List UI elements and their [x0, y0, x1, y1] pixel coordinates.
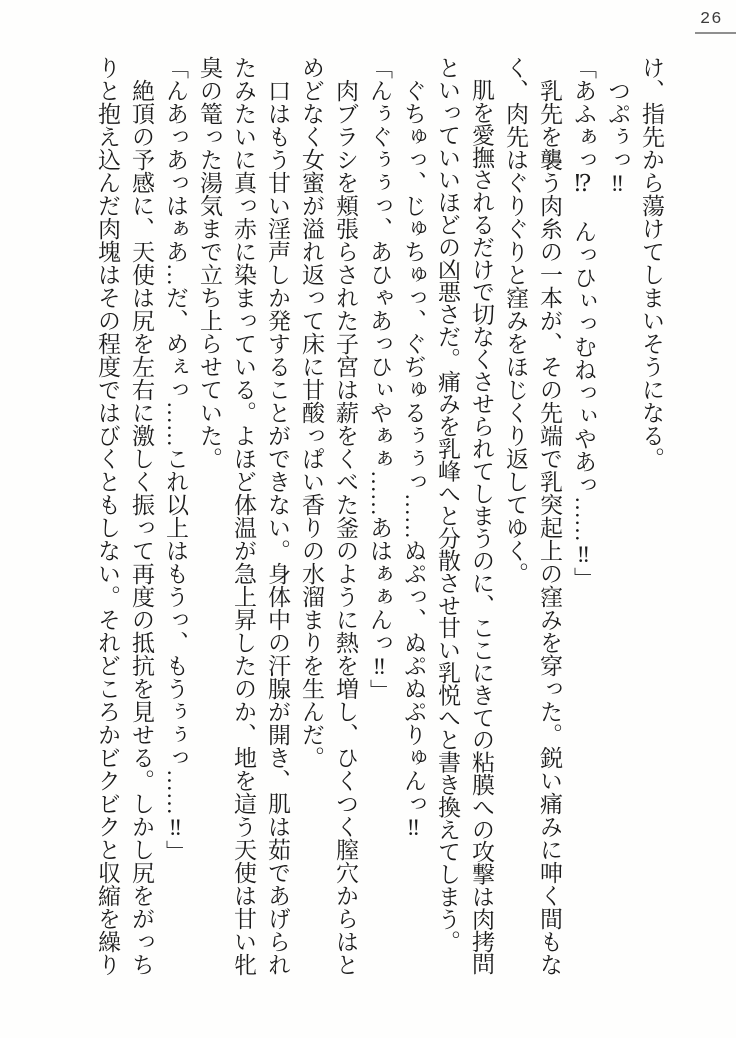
- text-paragraph: 肌を愛撫されるだけで切なくさせられてしまうのに、ここにきての粘膜への攻撃は肉拷問といっていいほどの凶悪さだ。痛みを乳峰へと分散させ甘い乳悦へと書き換えてしまう。: [435, 56, 494, 975]
- text-paragraph: ぐちゅっ、じゅちゅっ、ぐぢゅるぅぅっ……ぬぷっ、ぬぷぬぷりゅんっ‼: [401, 56, 426, 840]
- text-paragraph: 肉ブラシを頬張らされた子宮は薪をくべた釜のように熱を増し、ひくつく膣穴からはとめどなく女蜜が溢れ返って床に甘酸っぱい香りの水溜まりを生んだ。: [299, 56, 358, 976]
- text-paragraph: 「あふぁっ⁉ んっひぃっむねっぃやあっ……‼」: [571, 56, 596, 590]
- text-paragraph: け、指先から蕩けてしまいそうになる。: [639, 56, 664, 470]
- text-paragraph: つぷぅっ‼: [605, 56, 630, 196]
- text-paragraph: 「んあっあっはぁあ…だ、めぇっ……これ以上はもうっ、もうぅぅっ……‼」: [163, 56, 188, 863]
- page-text: [84, 56, 668, 992]
- text-paragraph: 口はもう甘い淫声しか発することができない。身体中の汗腺が開き、肌は茹であげられたみたいに真っ赤に染まっている。よほど体温が急上昇したのか、地を這う天使は甘い牝臭の篭った湯気まで立ち上らせていた。: [197, 56, 290, 976]
- page-number: 26: [695, 10, 736, 34]
- text-paragraph: 乳先を襲う肉糸の一本が、その先端で乳突起上の窪みを穿った。鋭い痛みに呻く間もなく、肉先はぐりぐりと窪みをほじくり返してゆく。: [503, 56, 562, 976]
- text-paragraph: 絶頂の予感に、天使は尻を左右に激しく振って再度の抵抗を見せる。しかし尻をがっちりと抱え込んだ肉塊はその程度ではびくともしない。それどころかビクビクと収縮を繰り: [95, 56, 154, 976]
- text-paragraph: 「んぅぐぅぅっ、あひゃあっひぃやぁぁ……あはぁぁんっ‼」: [367, 56, 392, 702]
